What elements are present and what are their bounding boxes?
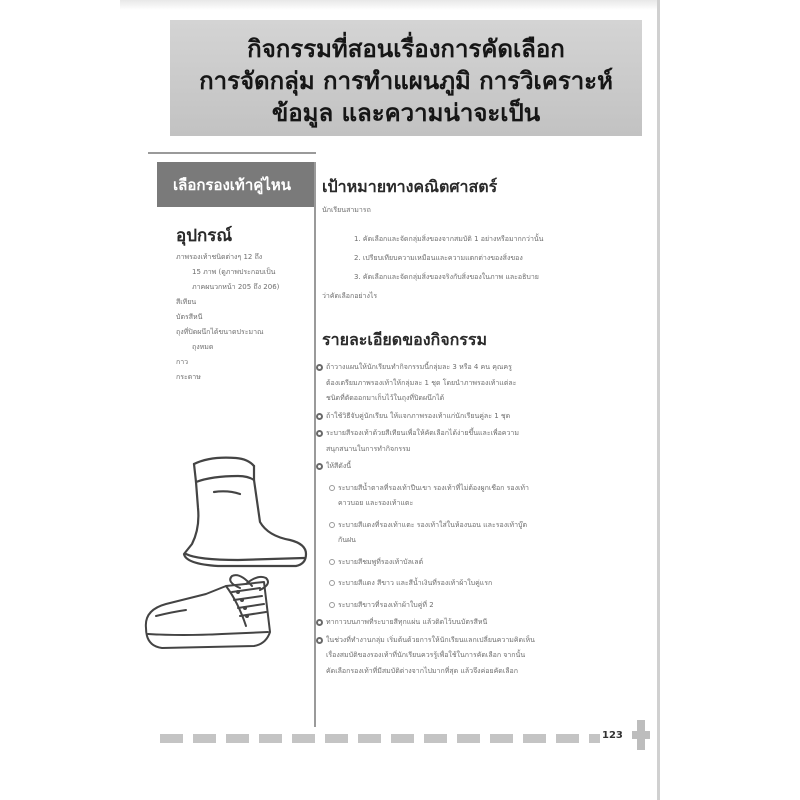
goal-list — [322, 230, 622, 306]
material-item: ภาพรองเท้าชนิดต่างๆ 12 ถึง — [176, 253, 263, 261]
material-item: กาว — [176, 358, 189, 366]
detail-item — [316, 426, 628, 442]
boot-illustration — [178, 448, 310, 572]
section-tab — [157, 162, 314, 207]
bullet-icon — [316, 463, 323, 470]
detail-item-text: ถ้าใช้วิธีจับคู่นักเรียน ให้แจกภาพรองเท้าแก่นักเรียนคู่ละ 1 ชุด — [326, 411, 511, 420]
detail-item-text: เรื่องสมบัติของรองเท้าที่นักเรียนควรรู้เพื่อใช้ในการคัดเลือก จากนั้น — [326, 651, 526, 659]
material-item: สีเทียน — [176, 298, 197, 306]
detail-item — [316, 598, 628, 614]
material-item: กระดาษ — [176, 373, 201, 381]
detail-item — [316, 481, 628, 497]
title-line: ข้อมูล และความน่าจะเป็น — [271, 99, 541, 127]
title-banner — [170, 20, 642, 136]
detail-item — [316, 664, 628, 680]
detail-item-text: ระบายสีแดงที่รองเท้าแตะ รองเท้าใส่ในห้องนอน และรองเท้าบู๊ต — [338, 520, 528, 529]
detail-item-text: ต้องเตรียมภาพรองเท้าให้กลุ่มละ 1 ชุด โดยนำภาพรองเท้าแต่ละ — [326, 378, 517, 387]
circle-bullet-icon — [329, 559, 335, 565]
bullet-icon — [316, 430, 323, 437]
detail-item-text: ระบายสีรองเท้าด้วยสีเทียนเพื่อให้คัดเลือกได้ง่ายขึ้นและเพื่อความ — [326, 429, 519, 437]
detail-item-text: คัดเลือกรองเท้าที่มีสมบัติต่างจากไปมากที่สุด แล้วจึงค่อยคัดเลือก — [326, 666, 518, 675]
detail-item — [316, 533, 628, 549]
bullet-icon — [316, 364, 323, 371]
circle-bullet-icon — [329, 485, 335, 491]
section-tab-label: เลือกรองเท้าคู่ไหน — [173, 176, 291, 194]
title-line: การจัดกลุ่ม การทำแผนภูมิ การวิเคราะห์ — [199, 67, 613, 95]
bullet-icon — [316, 619, 323, 626]
goal-item: 2. เปรียบเทียบความเหมือนและความแตกต่างของสิ่งของ — [354, 254, 523, 262]
material-item: ภาคผนวกหน้า 205 ถึง 206) — [192, 283, 280, 291]
materials-list — [176, 250, 314, 385]
goal-heading: เป้าหมายทางคณิตศาสตร์ — [322, 177, 498, 196]
detail-item-text: กันฝน — [338, 536, 356, 544]
detail-item — [316, 555, 628, 571]
material-item: บัตรสีหนี — [176, 313, 203, 321]
detail-item — [316, 360, 628, 376]
detail-item — [316, 576, 628, 592]
goal-intro: นักเรียนสามารถ — [322, 206, 371, 214]
bullet-icon — [316, 637, 323, 644]
detail-item — [316, 459, 628, 475]
detail-item-text: ระบายสีน้ำตาลที่รองเท้าปีนเขา รองเท้าที่ไม่ต้องผูกเชือก รองเท้า — [338, 483, 529, 492]
page-edge — [657, 0, 660, 800]
footer-bar — [160, 734, 600, 743]
title-line: กิจกรรมที่สอนเรื่องการคัดเลือก — [247, 35, 565, 63]
detail-item-text: ถ้าวางแผนให้นักเรียนทำกิจกรรมนี้กลุ่มละ 3 หรือ 4 คน คุณครู — [326, 363, 512, 371]
page-number: 123 — [602, 730, 623, 741]
detail-item — [316, 391, 628, 407]
detail-item-text: ในช่วงที่ทำงานกลุ่ม เริ่มต้นด้วยการให้นักเรียนแลกเปลี่ยนความคิดเห็น — [326, 635, 535, 644]
detail-item-text: สนุกสนานในการทำกิจกรรม — [326, 444, 411, 453]
detail-item — [316, 615, 628, 631]
detail-item-text: ชนิดที่ตัดออกมาเก็บไว้ในถุงที่ปิดผนึกได้ — [326, 394, 445, 402]
circle-bullet-icon — [329, 602, 335, 608]
detail-item-text: ระบายสีชมพูที่รองเท้าบัลเลต์ — [338, 557, 424, 566]
detail-item-text: คาวบอย และรองเท้าแตะ — [338, 499, 414, 507]
material-item: ถุงที่ปิดผนึกได้ขนาดประมาณ — [176, 328, 264, 336]
detail-item-text: ให้สีดังนี้ — [326, 462, 352, 470]
circle-bullet-icon — [329, 580, 335, 586]
detail-list — [316, 358, 628, 679]
detail-item-text: ระบายสีแดง สีขาว และสีน้ำเงินที่รองเท้าผ้าใบคู่แรก — [338, 579, 493, 587]
footer-cross-mark — [632, 720, 650, 750]
circle-bullet-icon — [329, 522, 335, 528]
material-item: 15 ภาพ (ดูภาพประกอบเป็น — [192, 268, 276, 276]
goal-item: 3. คัดเลือกและจัดกลุ่มสิ่งของจริงกับสิ่งของในภาพ และอธิบาย — [354, 273, 539, 281]
detail-item — [316, 442, 628, 458]
detail-item — [316, 409, 628, 425]
goal-item: 1. คัดเลือกและจัดกลุ่มสิ่งของจากสมบัติ 1 อย่างหรือมากกว่านั้น — [354, 235, 544, 243]
detail-heading: รายละเอียดของกิจกรรม — [322, 330, 488, 349]
sneaker-illustration — [142, 572, 292, 654]
materials-heading: อุปกรณ์ — [176, 226, 233, 246]
detail-item — [316, 648, 628, 664]
detail-item — [316, 496, 628, 512]
material-item: ถุงหมด — [192, 343, 214, 351]
detail-item-text: ทากาวบนภาพที่ระบายสีทุกแผ่น แล้วติดไว้บนบัตรสีหนี — [326, 618, 488, 626]
detail-item — [316, 633, 628, 649]
detail-item — [316, 518, 628, 534]
page-shadow-top — [120, 0, 660, 10]
detail-item-text: ระบายสีขาวที่รองเท้าผ้าใบคู่ที่ 2 — [338, 600, 434, 609]
goal-item: ว่าคัดเลือกอย่างไร — [322, 292, 378, 300]
bullet-icon — [316, 413, 323, 420]
detail-item — [316, 376, 628, 392]
section-rule — [148, 152, 316, 154]
